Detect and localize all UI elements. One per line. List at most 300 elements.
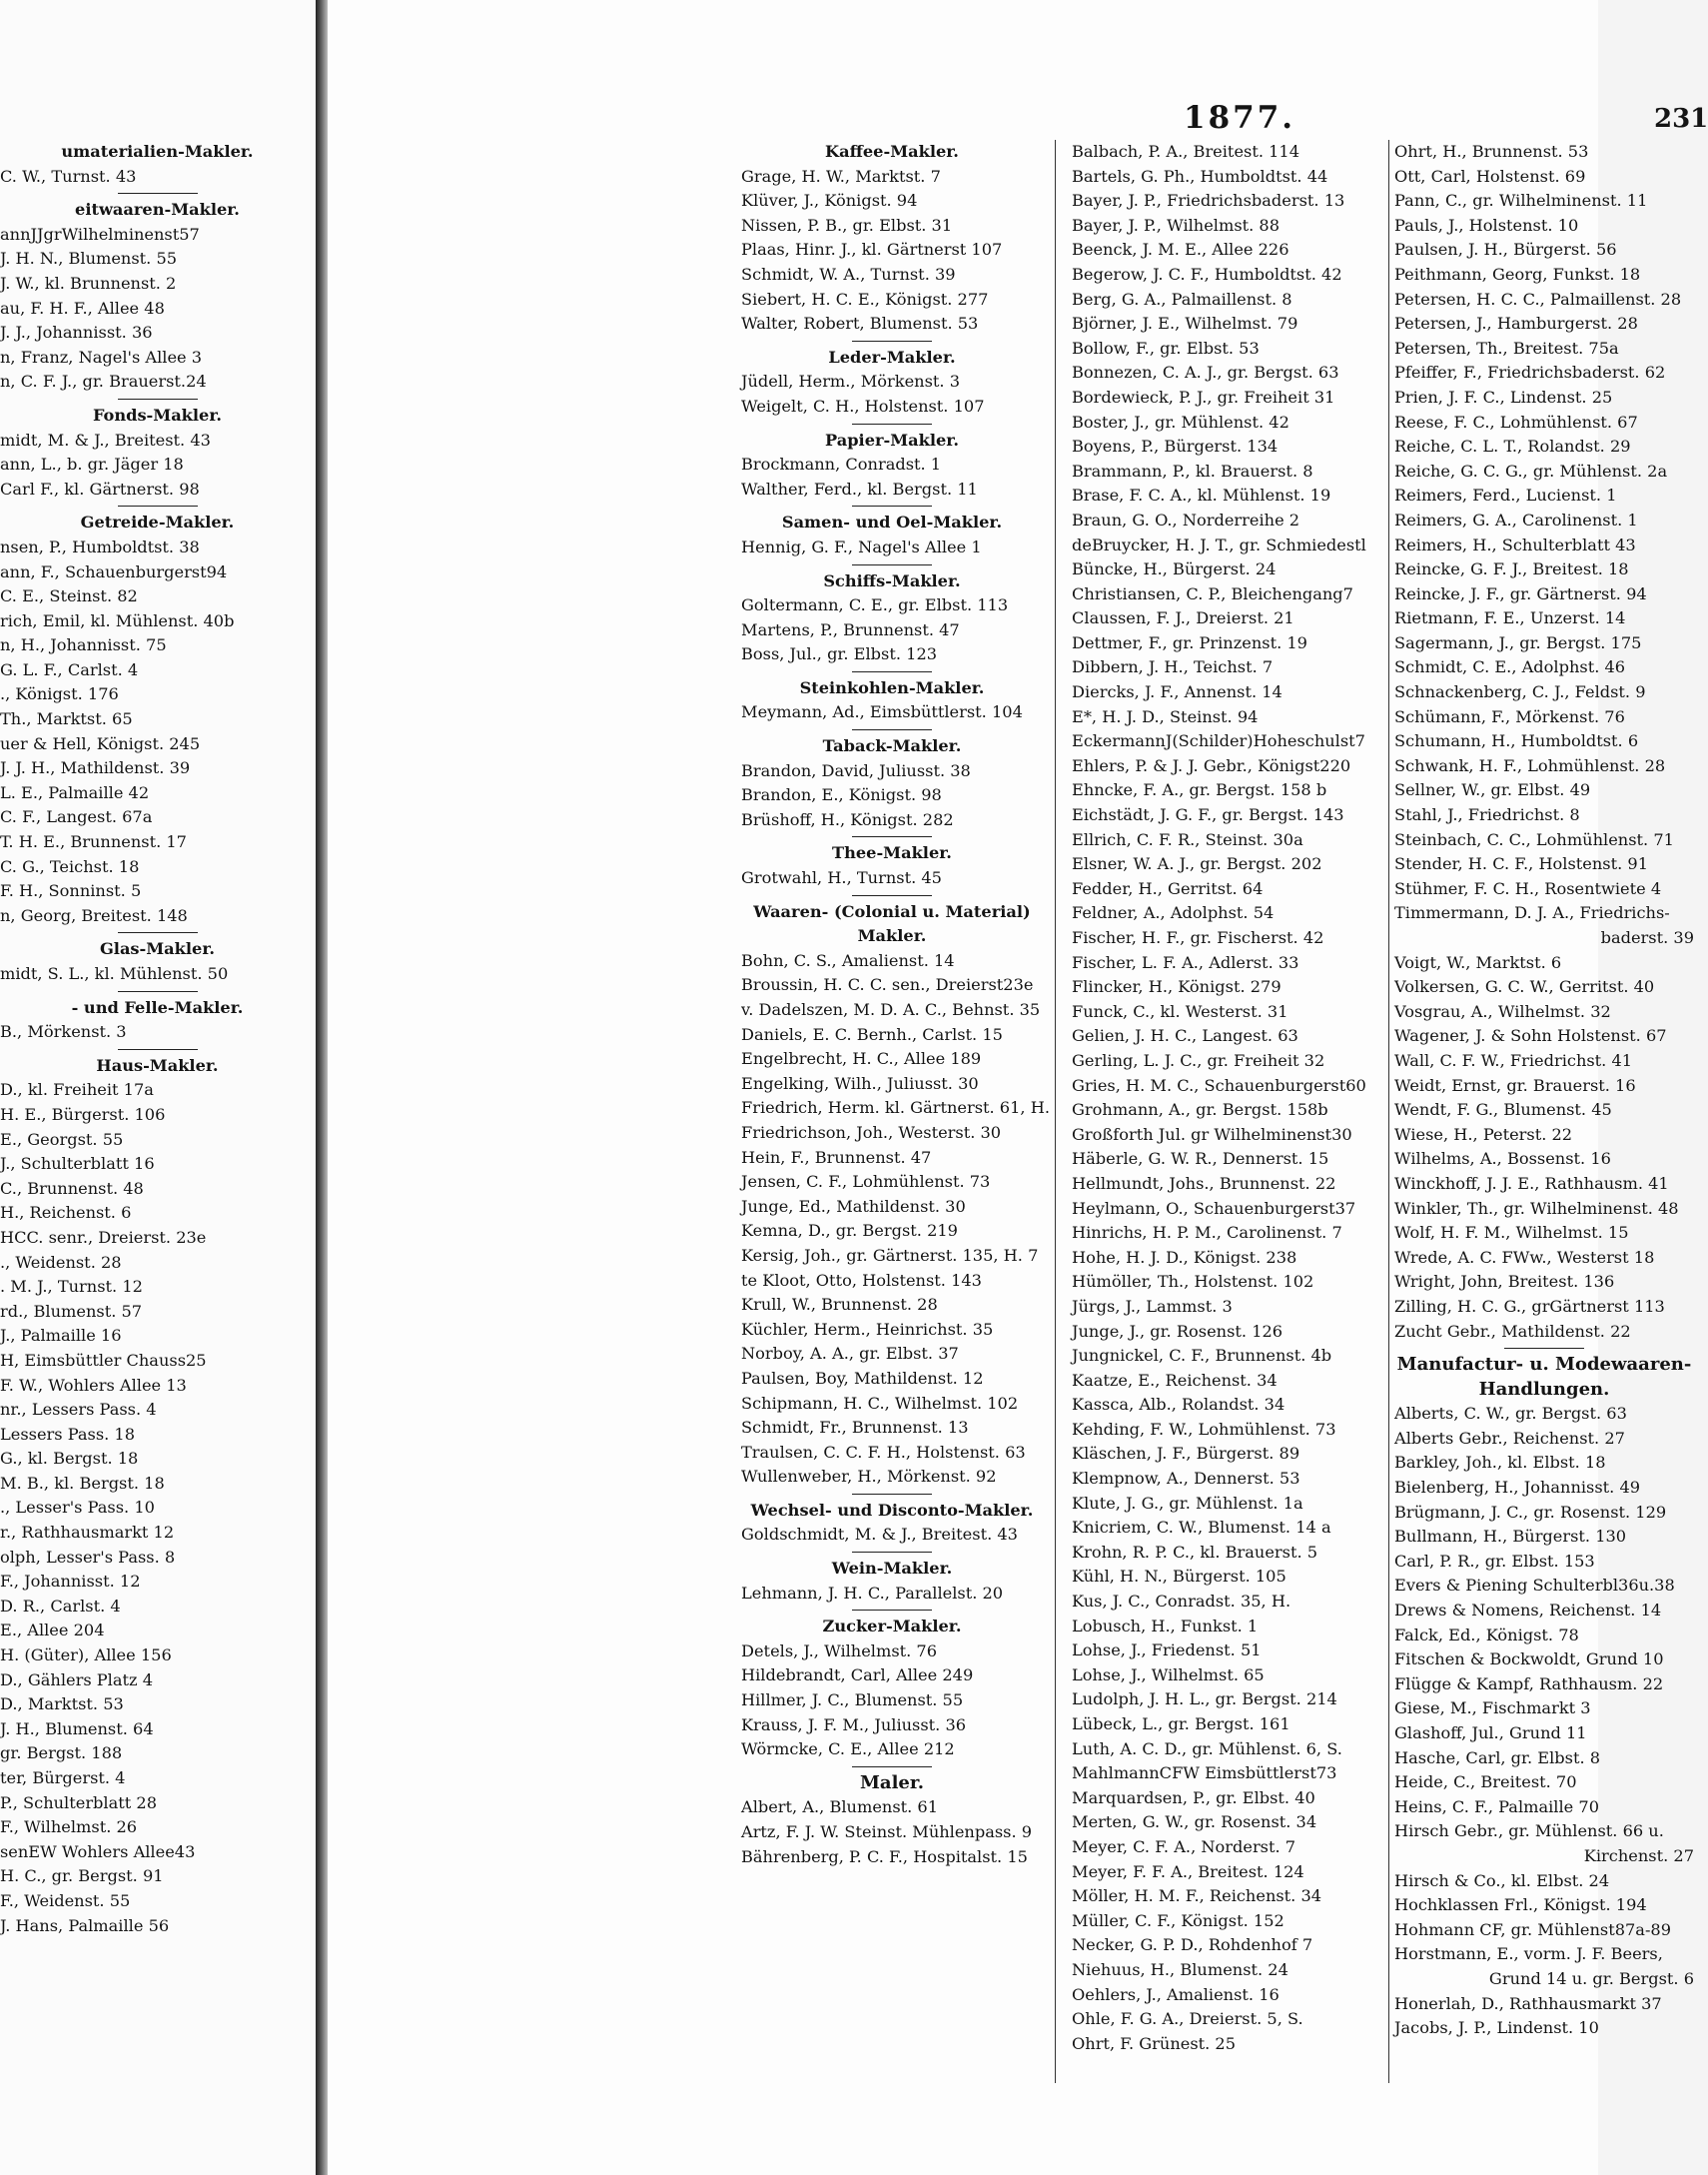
directory-entry: Hohe, H. J. D., Königst. 238 xyxy=(1072,1247,1297,1267)
directory-entry: Vosgrau, A., Wilhelmst. 32 xyxy=(1394,1001,1611,1021)
section-heading: Getreide-Makler. xyxy=(80,513,235,533)
section-divider xyxy=(852,424,932,425)
directory-entry: Volkersen, G. C. W., Gerritst. 40 xyxy=(1394,977,1655,997)
directory-entry: Detels, J., Wilhelmst. 76 xyxy=(741,1640,938,1660)
directory-entry: Grotwahl, H., Turnst. 45 xyxy=(741,868,942,888)
directory-entry: Reincke, G. F. J., Breitest. 18 xyxy=(1394,559,1629,579)
section-divider xyxy=(852,506,932,507)
page-year: 1877. xyxy=(1184,100,1296,136)
directory-entry: Martens, P., Brunnenst. 47 xyxy=(741,619,960,639)
directory-entry: Prien, J. F. C., Lindenst. 25 xyxy=(1394,387,1613,407)
directory-entry: n, Georg, Breitest. 148 xyxy=(0,905,188,925)
directory-entry: C. W., Turnst. 43 xyxy=(0,166,137,186)
directory-entry: Boster, J., gr. Mühlenst. 42 xyxy=(1072,412,1289,432)
directory-entry: Fischer, H. F., gr. Fischerst. 42 xyxy=(1072,928,1324,947)
section-divider xyxy=(852,836,932,837)
directory-entry: Broussin, H. C. C. sen., Dreierst23e xyxy=(741,975,1034,995)
directory-entry: Paulsen, J. H., Bürgerst. 56 xyxy=(1394,240,1617,260)
directory-entry: Kassca, Alb., Rolandst. 34 xyxy=(1072,1395,1285,1415)
directory-entry: C., Brunnenst. 48 xyxy=(0,1178,144,1198)
section-heading: Haus-Makler. xyxy=(96,1055,219,1075)
directory-entry: Goltermann, C. E., gr. Elbst. 113 xyxy=(741,595,1009,615)
directory-entry: Brockmann, Conradst. 1 xyxy=(741,455,942,475)
directory-entry: Eichstädt, J. G. F., gr. Bergst. 143 xyxy=(1072,805,1344,825)
directory-entry: Niehuus, H., Blumenst. 24 xyxy=(1072,1959,1288,1979)
directory-entry: Schmidt, W. A., Turnst. 39 xyxy=(741,264,956,284)
directory-entry: Norboy, A. A., gr. Elbst. 37 xyxy=(741,1344,959,1364)
directory-entry: J. J. H., Mathildenst. 39 xyxy=(0,758,191,778)
directory-entry: Grohmann, A., gr. Bergst. 158b xyxy=(1072,1100,1328,1120)
directory-entry: Berg, G. A., Palmaillenst. 8 xyxy=(1072,289,1292,309)
directory-entry: Schmidt, Fr., Brunnenst. 13 xyxy=(741,1418,969,1438)
directory-entry: Flincker, H., Königst. 279 xyxy=(1072,977,1281,997)
directory-entry: J. Hans, Palmaille 56 xyxy=(0,1915,170,1935)
directory-entry: Jungnickel, C. F., Brunnenst. 4b xyxy=(1072,1346,1332,1366)
directory-entry: Hellmundt, Johs., Brunnenst. 22 xyxy=(1072,1173,1336,1193)
directory-entry: C. E., Steinst. 82 xyxy=(0,586,138,606)
directory-entry: Flügge & Kampf, Rathhausm. 22 xyxy=(1394,1673,1664,1693)
directory-entry: Ludolph, J. H. L., gr. Bergst. 214 xyxy=(1072,1689,1337,1709)
section-heading: Kaffee-Makler. xyxy=(825,142,959,161)
directory-entry: F., Weidenst. 55 xyxy=(0,1890,131,1910)
directory-entry: Alberts Gebr., Reichenst. 27 xyxy=(1394,1428,1625,1448)
directory-entry: Krull, W., Brunnenst. 28 xyxy=(741,1295,938,1315)
directory-entry: J., Schulterblatt 16 xyxy=(0,1154,155,1174)
directory-entry: Ellrich, C. F. R., Steinst. 30a xyxy=(1072,829,1303,849)
section-divider xyxy=(852,671,932,672)
directory-entry: P., Schulterblatt 28 xyxy=(0,1792,157,1812)
directory-entry: EckermannJ(Schilder)Hoheschulst7 xyxy=(1072,731,1365,751)
section-heading: Thee-Makler. xyxy=(832,843,952,863)
directory-entry: C. G., Teichst. 18 xyxy=(0,856,140,876)
directory-entry: F., Wilhelmst. 26 xyxy=(0,1817,138,1837)
directory-entry: Kläschen, J. F., Bürgerst. 89 xyxy=(1072,1444,1300,1464)
directory-entry: Lessers Pass. 18 xyxy=(0,1424,136,1444)
directory-entry: Krauss, J. F. M., Juliusst. 36 xyxy=(741,1714,967,1734)
directory-entry: Heins, C. F., Palmaille 70 xyxy=(1394,1796,1599,1816)
directory-entry: J. J., Johannisst. 36 xyxy=(0,323,153,343)
section-divider xyxy=(118,1049,198,1050)
directory-entry: Reese, F. C., Lohmühlenst. 67 xyxy=(1394,412,1638,432)
section-heading: Wein-Makler. xyxy=(831,1559,953,1579)
directory-entry: Meyer, C. F. A., Norderst. 7 xyxy=(1072,1836,1296,1856)
directory-entry: Brüshoff, H., Königst. 282 xyxy=(741,809,954,829)
directory-entry: Bonnezen, C. A. J., gr. Bergst. 63 xyxy=(1072,363,1339,383)
directory-entry: Stühmer, F. C. H., Rosentwiete 4 xyxy=(1394,878,1662,898)
section-divider xyxy=(852,729,932,730)
directory-entry: Lehmann, J. H. C., Parallelst. 20 xyxy=(741,1583,1004,1603)
directory-entry: Fischer, L. F. A., Adlerst. 33 xyxy=(1072,952,1299,972)
directory-entry: Brase, F. C. A., kl. Mühlenst. 19 xyxy=(1072,486,1331,506)
directory-entry: n, C. F. J., gr. Brauerst.24 xyxy=(0,372,207,392)
directory-entry: HCC. senr., Dreierst. 23e xyxy=(0,1227,207,1247)
directory-entry: Knicriem, C. W., Blumenst. 14 a xyxy=(1072,1518,1331,1538)
directory-entry: Hohmann CF, gr. Mühlenst87a-89 xyxy=(1394,1919,1672,1939)
directory-entry: Wolf, H. F. M., Wilhelmst. 15 xyxy=(1394,1223,1629,1243)
directory-entry: Schnackenberg, C. J., Feldst. 9 xyxy=(1394,682,1646,702)
directory-entry: ann, L., b. gr. Jäger 18 xyxy=(0,455,184,475)
section-divider xyxy=(118,506,198,507)
directory-entry: L. E., Palmaille 42 xyxy=(0,782,150,802)
directory-entry: F., Johannisst. 12 xyxy=(0,1572,141,1592)
directory-entry: B., Mörkenst. 3 xyxy=(0,1022,127,1042)
directory-entry: Engelking, Wilh., Juliusst. 30 xyxy=(741,1073,979,1093)
directory-entry: Reimers, G. A., Carolinenst. 1 xyxy=(1394,510,1638,530)
directory-entry: Kehding, F. W., Lohmühlenst. 73 xyxy=(1072,1419,1336,1439)
directory-entry: Zilling, H. C. G., grGärtnerst 113 xyxy=(1394,1296,1665,1316)
directory-entry: Plaas, Hinr. J., kl. Gärtnerst 107 xyxy=(741,240,1003,260)
directory-entry: te Kloot, Otto, Holstenst. 143 xyxy=(741,1270,982,1290)
directory-entry: Oehlers, J., Amalienst. 16 xyxy=(1072,1984,1280,2004)
section-divider xyxy=(852,341,932,342)
directory-entry: Zucht Gebr., Mathildenst. 22 xyxy=(1394,1321,1631,1341)
directory-entry: Hirsch Gebr., gr. Mühlenst. 66 u. xyxy=(1394,1821,1664,1841)
directory-entry: Müller, C. F., Königst. 152 xyxy=(1072,1910,1284,1930)
directory-entry: D., Marktst. 53 xyxy=(0,1694,124,1714)
directory-entry: baderst. 39 xyxy=(1600,928,1694,947)
directory-entry: E., Allee 204 xyxy=(0,1621,105,1640)
directory-entry: H. E., Bürgerst. 106 xyxy=(0,1104,166,1124)
directory-entry: Brandon, E., Königst. 98 xyxy=(741,785,942,805)
directory-entry: Krohn, R. P. C., kl. Brauerst. 5 xyxy=(1072,1542,1318,1562)
section-heading: Papier-Makler. xyxy=(825,430,959,450)
directory-entry: Wright, John, Breitest. 136 xyxy=(1394,1272,1615,1292)
directory-entry: Ehncke, F. A., gr. Bergst. 158 b xyxy=(1072,780,1327,800)
directory-entry: ., Weidenst. 28 xyxy=(0,1252,122,1272)
section-heading: Waaren- (Colonial u. Material) xyxy=(753,901,1031,921)
directory-entry: Walther, Ferd., kl. Bergst. 11 xyxy=(741,479,978,499)
directory-entry: Grund 14 u. gr. Bergst. 6 xyxy=(1488,1968,1694,1988)
directory-entry: Engelbrecht, H. C., Allee 189 xyxy=(741,1049,982,1069)
directory-entry: Giese, M., Fischmarkt 3 xyxy=(1394,1698,1591,1718)
section-heading: Makler. xyxy=(857,926,927,946)
directory-entry: J. H., Blumenst. 64 xyxy=(0,1718,154,1738)
directory-entry: Daniels, E. C. Bernh., Carlst. 15 xyxy=(741,1024,1003,1044)
directory-entry: nsen, P., Humboldtst. 38 xyxy=(0,537,200,556)
directory-entry: Claussen, F. J., Dreierst. 21 xyxy=(1072,608,1294,628)
directory-entry: Gelien, J. H. C., Langest. 63 xyxy=(1072,1026,1298,1046)
previous-page-fragment xyxy=(0,0,318,2175)
directory-entry: Jensen, C. F., Lohmühlenst. 73 xyxy=(741,1172,991,1192)
directory-entry: Carl, P. R., gr. Elbst. 153 xyxy=(1394,1551,1595,1571)
directory-entry: Jacobs, J. P., Lindenst. 10 xyxy=(1394,2018,1599,2038)
section-divider xyxy=(852,1552,932,1553)
directory-entry: Winkler, Th., gr. Wilhelminenst. 48 xyxy=(1394,1198,1679,1218)
directory-entry: Reincke, J. F., gr. Gärtnerst. 94 xyxy=(1394,583,1647,603)
directory-entry: Brammann, P., kl. Brauerst. 8 xyxy=(1072,461,1313,481)
directory-entry: Honerlah, D., Rathhausmarkt 37 xyxy=(1394,1993,1662,2013)
directory-entry: Funck, C., kl. Westerst. 31 xyxy=(1072,1001,1288,1021)
directory-entry: H, Eimsbüttler Chauss25 xyxy=(0,1350,207,1370)
directory-entry: n, Franz, Nagel's Allee 3 xyxy=(0,347,203,367)
directory-entry: Jüdell, Herm., Mörkenst. 3 xyxy=(741,372,960,392)
directory-entry: au, F. H. F., Allee 48 xyxy=(0,298,165,318)
directory-entry: Lohse, J., Friedenst. 51 xyxy=(1072,1640,1262,1660)
directory-entry: Heylmann, O., Schauenburgerst37 xyxy=(1072,1198,1356,1218)
directory-entry: MahlmannCFW Eimsbüttlerst73 xyxy=(1072,1763,1337,1783)
directory-entry: Bayer, J. P., Wilhelmst. 88 xyxy=(1072,215,1281,235)
directory-entry: E., Georgst. 55 xyxy=(0,1129,124,1149)
directory-entry: ., Königst. 176 xyxy=(0,684,119,704)
directory-entry: r., Rathhausmarkt 12 xyxy=(0,1523,175,1543)
directory-entry: Küchler, Herm., Heinrichst. 35 xyxy=(741,1319,994,1339)
directory-entry: uer & Hell, Königst. 245 xyxy=(0,733,201,753)
directory-entry: rd., Blumenst. 57 xyxy=(0,1301,143,1321)
directory-entry: ter, Bürgerst. 4 xyxy=(0,1768,126,1787)
directory-entry: Th., Marktst. 65 xyxy=(0,709,133,729)
directory-entry: M. B., kl. Bergst. 18 xyxy=(0,1473,165,1493)
directory-entry: Büncke, H., Bürgerst. 24 xyxy=(1072,559,1277,579)
directory-entry: Ehlers, P. & J. J. Gebr., Königst220 xyxy=(1072,755,1351,775)
directory-entry: Klempnow, A., Dennerst. 53 xyxy=(1072,1469,1300,1489)
directory-entry: Christiansen, C. P., Bleichengang7 xyxy=(1072,583,1353,603)
directory-entry: Grage, H. W., Marktst. 7 xyxy=(741,166,941,186)
directory-entry: Barkley, Joh., kl. Elbst. 18 xyxy=(1394,1453,1606,1473)
directory-entry: Schmidt, C. E., Adolphst. 46 xyxy=(1394,657,1626,677)
directory-entry: D., Gählers Platz 4 xyxy=(0,1669,153,1689)
directory-entry: Bielenberg, H., Johannisst. 49 xyxy=(1394,1478,1641,1498)
page-number: 231 xyxy=(1654,104,1708,134)
directory-entry: Timmermann, D. J. A., Friedrichs- xyxy=(1394,903,1670,923)
section-heading: Handlungen. xyxy=(1478,1378,1610,1400)
section-divider xyxy=(852,1766,932,1767)
directory-entry: Petersen, H. C. C., Palmaillenst. 28 xyxy=(1394,289,1682,309)
directory-entry: Drews & Nomens, Reichenst. 14 xyxy=(1394,1601,1662,1621)
directory-entry: Hein, F., Brunnenst. 47 xyxy=(741,1147,932,1167)
directory-entry: Wrede, A. C. FWw., Westerst 18 xyxy=(1394,1247,1655,1267)
directory-entry: Balbach, P. A., Breitest. 114 xyxy=(1072,142,1300,161)
directory-entry: Reimers, H., Schulterblatt 43 xyxy=(1394,535,1636,554)
section-heading: Zucker-Makler. xyxy=(822,1617,962,1636)
section-divider xyxy=(118,932,198,933)
directory-entry: Klüver, J., Königst. 94 xyxy=(741,191,918,211)
directory-entry: annJJgrWilhelminenst57 xyxy=(0,224,200,244)
directory-entry: Brügmann, J. C., gr. Rosenst. 129 xyxy=(1394,1502,1667,1522)
directory-entry: Junge, Ed., Mathildenst. 30 xyxy=(741,1196,966,1216)
directory-entry: Beenck, J. M. E., Allee 226 xyxy=(1072,240,1289,260)
directory-entry: Kirchenst. 27 xyxy=(1583,1845,1694,1865)
directory-entry: Hirsch & Co., kl. Elbst. 24 xyxy=(1394,1870,1610,1890)
directory-entry: Wagener, J. & Sohn Holstenst. 67 xyxy=(1394,1026,1667,1046)
directory-entry: Ohle, F. G. A., Dreierst. 5, S. xyxy=(1072,2009,1303,2029)
directory-entry: Nissen, P. B., gr. Elbst. 31 xyxy=(741,215,953,235)
directory-entry: Hillmer, J. C., Blumenst. 55 xyxy=(741,1690,964,1710)
directory-entry: Ohrt, H., Brunnenst. 53 xyxy=(1394,142,1589,161)
directory-entry: Schwank, H. F., Lohmühlenst. 28 xyxy=(1394,755,1666,775)
directory-entry: Alberts, C. W., gr. Bergst. 63 xyxy=(1394,1404,1627,1424)
directory-entry: Hochklassen Frl., Königst. 194 xyxy=(1394,1895,1647,1915)
directory-entry: Lohse, J., Wilhelmst. 65 xyxy=(1072,1664,1265,1684)
section-heading: Leder-Makler. xyxy=(828,347,956,367)
directory-entry: E*, H. J. D., Steinst. 94 xyxy=(1072,706,1259,726)
directory-entry: Horstmann, E., vorm. J. F. Beers, xyxy=(1394,1944,1663,1964)
directory-entry: Artz, F. J. W. Steinst. Mühlenpass. 9 xyxy=(741,1822,1033,1841)
directory-entry: Wall, C. F. W., Friedrichst. 41 xyxy=(1394,1050,1633,1070)
directory-entry: Junge, J., gr. Rosenst. 126 xyxy=(1072,1321,1283,1341)
section-divider xyxy=(118,193,198,194)
directory-entry: Klute, J. G., gr. Mühlenst. 1a xyxy=(1072,1493,1303,1513)
section-divider xyxy=(852,1494,932,1495)
section-divider xyxy=(852,895,932,896)
directory-entry: Gerling, L. J. C., gr. Freiheit 32 xyxy=(1072,1050,1325,1070)
directory-entry: G. L. F., Carlst. 4 xyxy=(0,659,139,679)
directory-entry: Fitschen & Bockwoldt, Grund 10 xyxy=(1394,1649,1664,1669)
directory-entry: Steinbach, C. C., Lohmühlenst. 71 xyxy=(1394,829,1674,849)
directory-entry: Bordewieck, P. J., gr. Freiheit 31 xyxy=(1072,387,1335,407)
directory-entry: Jürgs, J., Lammst. 3 xyxy=(1072,1296,1233,1316)
section-heading: Samen- und Oel-Makler. xyxy=(781,513,1003,533)
directory-entry: Feldner, A., Adolphst. 54 xyxy=(1072,903,1275,923)
directory-entry: Stahl, J., Friedrichst. 8 xyxy=(1394,805,1580,825)
directory-entry: Petersen, J., Hamburgerst. 28 xyxy=(1394,314,1638,334)
directory-entry: Evers & Piening Schulterbl36u.38 xyxy=(1394,1576,1675,1596)
directory-entry: Fedder, H., Gerritst. 64 xyxy=(1072,878,1264,898)
section-heading: Glas-Makler. xyxy=(99,939,216,959)
directory-entry: Sellner, W., gr. Elbst. 49 xyxy=(1394,780,1591,800)
directory-entry: Goldschmidt, M. & J., Breitest. 43 xyxy=(741,1525,1018,1545)
directory-entry: Ott, Carl, Holstenst. 69 xyxy=(1394,166,1586,186)
directory-entry: Wullenweber, H., Mörkenst. 92 xyxy=(741,1467,997,1487)
directory-entry: Ohrt, F. Grünest. 25 xyxy=(1072,2033,1237,2053)
directory-entry: Kühl, H. N., Bürgerst. 105 xyxy=(1072,1567,1286,1587)
directory-entry: Falck, Ed., Königst. 78 xyxy=(1394,1625,1579,1644)
directory-entry: ., Lesser's Pass. 10 xyxy=(0,1498,155,1518)
left-fragment-column xyxy=(0,140,315,1938)
directory-entry: Bohn, C. S., Amalienst. 14 xyxy=(741,950,955,970)
directory-entry: Kus, J. C., Conradst. 35, H. xyxy=(1072,1592,1291,1612)
directory-page xyxy=(328,0,1708,2175)
directory-entry: Kaatze, E., Reichenst. 34 xyxy=(1072,1370,1278,1390)
directory-entry: Begerow, J. C. F., Humboldtst. 42 xyxy=(1072,264,1342,284)
column-rule-2 xyxy=(1388,140,1389,2083)
directory-entry: Gries, H. M. C., Schauenburgerst60 xyxy=(1072,1075,1366,1095)
directory-entry: Hinrichs, H. P. M., Carolinenst. 7 xyxy=(1072,1223,1342,1243)
section-divider xyxy=(118,991,198,992)
section-heading: Taback-Makler. xyxy=(822,736,962,756)
directory-entry: Sagermann, J., gr. Bergst. 175 xyxy=(1394,632,1642,652)
directory-entry: Möller, H. M. F., Reichenst. 34 xyxy=(1072,1886,1322,1906)
directory-entry: Bullmann, H., Bürgerst. 130 xyxy=(1394,1527,1627,1547)
directory-entry: v. Dadelszen, M. D. A. C., Behnst. 35 xyxy=(741,1000,1041,1019)
directory-entry: Friedrich, Herm. kl. Gärtnerst. 61, H. xyxy=(741,1098,1050,1118)
directory-entry: Wendt, F. G., Blumenst. 45 xyxy=(1394,1100,1612,1120)
directory-entry: Lübeck, L., gr. Bergst. 161 xyxy=(1072,1714,1290,1733)
directory-entry: D. R., Carlst. 4 xyxy=(0,1596,121,1616)
section-heading: eitwaaren-Makler. xyxy=(75,200,240,220)
directory-entry: Winckhoff, J. J. E., Rathhausm. 41 xyxy=(1394,1173,1669,1193)
directory-entry: Bollow, F., gr. Elbst. 53 xyxy=(1072,338,1260,358)
directory-entry: Walter, Robert, Blumenst. 53 xyxy=(741,314,979,334)
directory-entry: Kemna, D., gr. Bergst. 219 xyxy=(741,1221,958,1241)
directory-entry: Großforth Jul. gr Wilhelminenst30 xyxy=(1072,1124,1352,1144)
directory-entry: Weidt, Ernst, gr. Brauerst. 16 xyxy=(1394,1075,1636,1095)
directory-entry: Dibbern, J. H., Teichst. 7 xyxy=(1072,657,1274,677)
directory-entry: Wilhelms, A., Bossenst. 16 xyxy=(1394,1149,1611,1169)
directory-entry: Hasche, Carl, gr. Elbst. 8 xyxy=(1394,1747,1601,1767)
directory-entry: rich, Emil, kl. Mühlenst. 40b xyxy=(0,610,235,630)
directory-entry: deBruycker, H. J. T., gr. Schmiedestl xyxy=(1072,535,1366,554)
directory-entry: Dettmer, F., gr. Prinzenst. 19 xyxy=(1072,632,1307,652)
directory-entry: midt, S. L., kl. Mühlenst. 50 xyxy=(0,964,229,983)
section-heading: Wechsel- und Disconto-Makler. xyxy=(750,1500,1034,1520)
directory-entry: Diercks, J. F., Annenst. 14 xyxy=(1072,682,1282,702)
section-heading: Schiffs-Makler. xyxy=(823,570,961,590)
directory-entry: Lobusch, H., Funkst. 1 xyxy=(1072,1616,1259,1635)
directory-entry: Pfeiffer, F., Friedrichsbaderst. 62 xyxy=(1394,363,1666,383)
directory-entry: Hildebrandt, Carl, Allee 249 xyxy=(741,1665,974,1685)
directory-entry: Luth, A. C. D., gr. Mühlenst. 6, S. xyxy=(1072,1738,1342,1758)
section-heading: Manufactur- u. Modewaaren- xyxy=(1396,1354,1692,1376)
directory-entry: Necker, G. P. D., Rohdenhof 7 xyxy=(1072,1935,1313,1955)
directory-entry: Meymann, Ad., Eimsbüttlerst. 104 xyxy=(741,702,1023,722)
directory-entry: Friedrichson, Joh., Westerst. 30 xyxy=(741,1122,1002,1142)
directory-entry: Reiche, G. C. G., gr. Mühlenst. 2a xyxy=(1394,461,1668,481)
directory-entry: H. (Güter), Allee 156 xyxy=(0,1645,172,1665)
directory-entry: Boss, Jul., gr. Elbst. 123 xyxy=(741,644,938,664)
directory-entry: Voigt, W., Marktst. 6 xyxy=(1394,952,1562,972)
directory-entry: H., Reichenst. 6 xyxy=(0,1203,132,1223)
directory-entry: Traulsen, C. C. F. H., Holstenst. 63 xyxy=(741,1442,1026,1462)
section-divider xyxy=(118,399,198,400)
directory-entry: D., kl. Freiheit 17a xyxy=(0,1080,154,1100)
directory-entry: G., kl. Bergst. 18 xyxy=(0,1449,139,1469)
directory-entry: Boyens, P., Bürgerst. 134 xyxy=(1072,437,1279,457)
directory-entry: Carl F., kl. Gärtnerst. 98 xyxy=(0,479,200,499)
section-heading: - und Felle-Makler. xyxy=(71,997,244,1017)
directory-entry: Reimers, Ferd., Lucienst. 1 xyxy=(1394,486,1617,506)
directory-entry: Hennig, G. F., Nagel's Allee 1 xyxy=(741,537,982,556)
directory-entry: T. H. E., Brunnenst. 17 xyxy=(0,832,187,852)
directory-entry: gr. Bergst. 188 xyxy=(0,1743,123,1763)
directory-entry: Braun, G. O., Norderreihe 2 xyxy=(1072,510,1300,530)
directory-entry: Merten, G. W., gr. Rosenst. 34 xyxy=(1072,1812,1317,1832)
section-heading: umaterialien-Makler. xyxy=(61,142,254,161)
directory-entry: J. W., kl. Brunnenst. 2 xyxy=(0,273,177,293)
directory-entry: Pann, C., gr. Wilhelminenst. 11 xyxy=(1394,191,1648,211)
directory-entry: . M. J., Turnst. 12 xyxy=(0,1277,143,1297)
directory-entry: Bartels, G. Ph., Humboldtst. 44 xyxy=(1072,166,1328,186)
directory-entry: n, H., Johannisst. 75 xyxy=(0,635,167,655)
directory-entry: Schumann, H., Humboldtst. 6 xyxy=(1394,731,1639,751)
directory-entry: F. W., Wohlers Allee 13 xyxy=(0,1375,187,1395)
directory-entry: Kersig, Joh., gr. Gärtnerst. 135, H. 7 xyxy=(741,1245,1039,1265)
directory-entry: Heide, C., Breitest. 70 xyxy=(1394,1772,1577,1792)
directory-entry: Petersen, Th., Breitest. 75a xyxy=(1394,338,1619,358)
section-divider xyxy=(1504,1348,1584,1349)
directory-entry: nr., Lessers Pass. 4 xyxy=(0,1400,157,1420)
section-heading: Maler. xyxy=(860,1771,924,1793)
directory-entry: F. H., Sonninst. 5 xyxy=(0,881,142,901)
directory-entry: olph, Lesser's Pass. 8 xyxy=(0,1547,176,1567)
directory-entry: Stender, H. C. F., Holstenst. 91 xyxy=(1394,854,1649,874)
section-heading: Steinkohlen-Makler. xyxy=(799,677,985,697)
column-2 xyxy=(1072,140,1393,2056)
section-divider xyxy=(852,1610,932,1611)
directory-entry: Siebert, H. C. E., Königst. 277 xyxy=(741,289,989,309)
directory-entry: H. C., gr. Bergst. 91 xyxy=(0,1866,164,1886)
directory-entry: Paulsen, Boy, Mathildenst. 12 xyxy=(741,1368,984,1388)
directory-entry: midt, M. & J., Breitest. 43 xyxy=(0,430,211,450)
directory-entry: Schipmann, H. C., Wilhelmst. 102 xyxy=(741,1393,1019,1413)
directory-entry: Wiese, H., Peterst. 22 xyxy=(1394,1124,1573,1144)
directory-entry: Albert, A., Blumenst. 61 xyxy=(741,1797,939,1817)
directory-entry: Häberle, G. W. R., Dennerst. 15 xyxy=(1072,1149,1329,1169)
directory-entry: Schümann, F., Mörkenst. 76 xyxy=(1394,706,1625,726)
directory-entry: Wörmcke, C. E., Allee 212 xyxy=(741,1739,955,1759)
section-divider xyxy=(852,564,932,565)
directory-entry: senEW Wohlers Allee43 xyxy=(0,1841,196,1861)
directory-entry: Bayer, J. P., Friedrichsbaderst. 13 xyxy=(1072,191,1345,211)
